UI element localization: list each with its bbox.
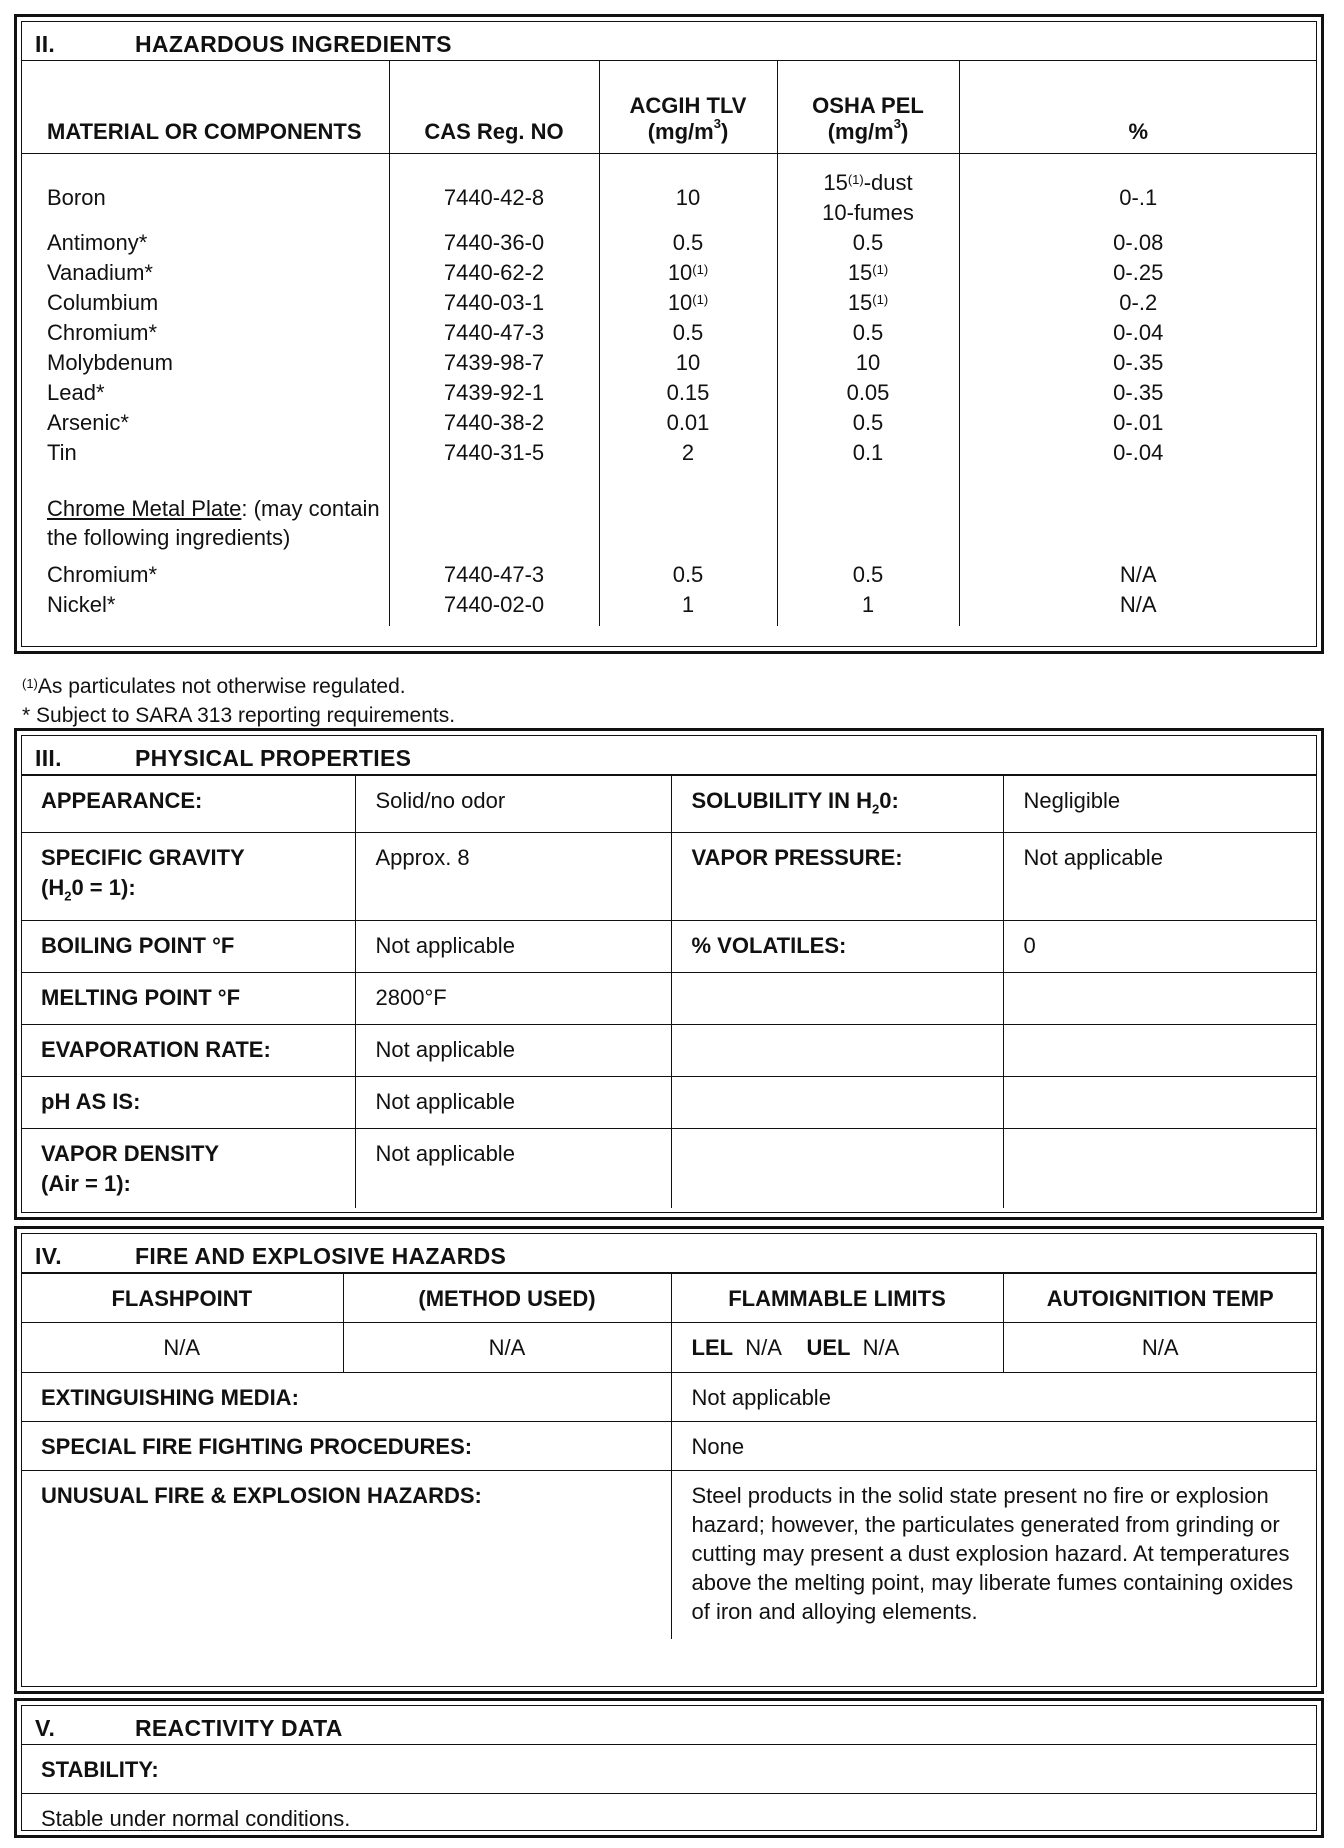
section-header [21,1233,1317,1273]
ph-value: Not applicable [355,1076,671,1128]
footnotes [22,672,455,730]
material-cell: Molybdenum [47,350,173,375]
pel-cell: 15$^{(1)}$ [777,258,959,288]
specific-gravity-label: SPECIFIC GRAVITY $(H_20 = 1)$: [21,833,355,920]
table-row [21,1024,1317,1076]
cas-cell: 7440-62-2 [389,258,599,288]
percent-cell: 0-.1 [959,154,1317,229]
stability-label: STABILITY: [21,1745,1317,1794]
special-procedures-value: None [671,1422,1317,1471]
col-header-method: (METHOD USED) [343,1274,671,1323]
pel-cell: 1 [777,590,959,626]
volatiles-label: % VOLATILES: [671,920,1003,972]
solubility-value: Negligible [1003,776,1317,833]
table-row [21,408,1317,438]
vapor-density-label: VAPOR DENSITY (Air = 1): [21,1128,355,1208]
boiling-point-value: Not applicable [355,920,671,972]
pel-cell: 15$^{(1)}$-dust 10-fumes [777,154,959,229]
material-cell: Antimony* [47,230,148,255]
physical-properties-section [14,728,1324,1220]
tlv-cell: 10$^{(1)}$ [599,258,777,288]
melting-point-label: MELTING POINT °F [21,972,355,1024]
section-header [21,21,1317,61]
table-row [21,154,1317,229]
footnote-2: * Subject to SARA 313 reporting requirements. [22,704,456,727]
fire-explosive-hazards-section [14,1226,1324,1694]
tlv-cell: 0.5 [599,560,777,590]
stability-value: Stable under normal conditions. [41,1806,351,1831]
table-row [21,1422,1317,1471]
table-row [21,590,1317,626]
chrome-plate-subheading: Chrome Metal Plate: (may contain the following ingredients) [47,496,380,550]
flashpoint-value: N/A [21,1323,343,1373]
tlv-cell: 10 [599,348,777,378]
method-value: N/A [343,1323,671,1373]
table-row [21,348,1317,378]
table-row [21,972,1317,1024]
section-number: V. [35,1715,56,1741]
pel-cell: 0.5 [777,408,959,438]
percent-cell: 0-.04 [959,318,1317,348]
table-row [21,776,1317,833]
appearance-value: Solid/no odor [355,776,671,833]
percent-cell: N/A [959,590,1317,626]
table-row [21,920,1317,972]
solubility-label: SOLUBILITY IN $H_20$: [671,776,1003,833]
material-cell: Boron [47,185,106,210]
material-cell: Tin [47,440,77,465]
percent-cell: 0-.35 [959,378,1317,408]
material-cell: Arsenic* [47,410,129,435]
tlv-cell: 0.5 [599,228,777,258]
table-row [21,228,1317,258]
section-header [21,1705,1317,1745]
tlv-cell: 10 [599,154,777,229]
col-header-cas: CAS Reg. NO [389,61,599,154]
evaporation-rate-label: EVAPORATION RATE: [21,1024,355,1076]
vapor-pressure-value: Not applicable [1003,833,1317,920]
cas-cell: 7440-03-1 [389,288,599,318]
col-header-material: MATERIAL OR COMPONENTS [21,61,389,154]
table-row [21,1076,1317,1128]
unusual-hazards-label: UNUSUAL FIRE & EXPLOSION HAZARDS: [21,1471,671,1639]
table-header-row [21,1274,1317,1323]
special-procedures-label: SPECIAL FIRE FIGHTING PROCEDURES: [21,1422,671,1471]
physical-properties-table [21,775,1317,1208]
appearance-label: APPEARANCE: [21,776,355,833]
col-header-flammable-limits: FLAMMABLE LIMITS [671,1274,1003,1323]
reactivity-data-section [14,1698,1324,1838]
table-row [21,378,1317,408]
col-header-flashpoint: FLASHPOINT [21,1274,343,1323]
section-title: FIRE AND EXPLOSIVE HAZARDS [135,1243,507,1269]
cas-cell: 7440-47-3 [389,560,599,590]
tlv-cell: 0.01 [599,408,777,438]
material-cell: Lead* [47,380,105,405]
table-row [21,438,1317,468]
col-header-osha: OSHA PEL $(mg/m^3)$ [777,61,959,154]
melting-point-value: 2800°F [355,972,671,1024]
vapor-density-value: Not applicable [355,1128,671,1208]
pel-cell: 0.1 [777,438,959,468]
material-cell: Columbium [47,290,159,315]
ph-label: pH AS IS: [21,1076,355,1128]
cas-cell: 7440-36-0 [389,228,599,258]
cas-cell: 7440-38-2 [389,408,599,438]
section-header [21,735,1317,775]
specific-gravity-value: Approx. 8 [355,833,671,920]
section-number: II. [35,31,56,57]
section-number: III. [35,745,62,771]
tlv-cell: 1 [599,590,777,626]
col-header-autoignition: AUTOIGNITION TEMP [1003,1274,1317,1323]
vapor-pressure-label: VAPOR PRESSURE: [671,833,1003,920]
boiling-point-label: BOILING POINT °F [21,920,355,972]
cas-cell: 7440-02-0 [389,590,599,626]
extinguishing-media-label: EXTINGUISHING MEDIA: [21,1373,671,1422]
material-cell: Chromium* [47,562,158,587]
section-title: PHYSICAL PROPERTIES [135,745,412,771]
cas-cell: 7439-98-7 [389,348,599,378]
table-row [21,833,1317,920]
cas-cell: 7440-47-3 [389,318,599,348]
section-number: IV. [35,1243,62,1269]
table-row [21,560,1317,590]
pel-cell: 0.5 [777,560,959,590]
table-row [21,288,1317,318]
table-row [21,1128,1317,1208]
tlv-cell: 2 [599,438,777,468]
table-row [21,1471,1317,1639]
cas-cell: 7440-42-8 [389,154,599,229]
percent-cell: N/A [959,560,1317,590]
percent-cell: 0-.35 [959,348,1317,378]
material-cell: Chromium* [47,320,158,345]
material-cell: Nickel* [47,592,116,617]
ingredients-table [21,61,1317,626]
percent-cell: 0-.25 [959,258,1317,288]
section-title: HAZARDOUS INGREDIENTS [135,31,452,57]
pel-cell: 10 [777,348,959,378]
fire-hazards-table [21,1273,1317,1639]
table-row [21,318,1317,348]
tlv-cell: 10$^{(1)}$ [599,288,777,318]
table-row [21,1323,1317,1373]
material-cell: Vanadium* [47,260,153,285]
cas-cell: 7439-92-1 [389,378,599,408]
percent-cell: 0-.08 [959,228,1317,258]
autoignition-value: N/A [1003,1323,1317,1373]
table-row [21,258,1317,288]
col-header-percent: % [959,61,1317,154]
pel-cell: 15$^{(1)}$ [777,288,959,318]
hazardous-ingredients-section [14,14,1324,654]
table-row [21,1373,1317,1422]
percent-cell: 0-.04 [959,438,1317,468]
percent-cell: 0-.01 [959,408,1317,438]
pel-cell: 0.5 [777,228,959,258]
unusual-hazards-value: Steel products in the solid state present no fire or explosion hazard; however, the particulates generated from grinding or cutting may present a dust explosion hazard. At temperatures above the melting point, may liberate fumes containing oxides of iron and alloying elements. [671,1471,1317,1639]
pel-cell: 0.05 [777,378,959,408]
pel-cell: 0.5 [777,318,959,348]
section-title: REACTIVITY DATA [135,1715,343,1741]
subheading-row [21,468,1317,560]
col-header-acgih: ACGIH TLV $(mg/m^3)$ [599,61,777,154]
flammable-limits-value: LEL N/A UEL N/A [671,1323,1003,1373]
footnote-1: $^{(1)}$As particulates not otherwise regulated. [22,675,406,698]
tlv-cell: 0.15 [599,378,777,408]
percent-cell: 0-.2 [959,288,1317,318]
extinguishing-media-value: Not applicable [671,1373,1317,1422]
evaporation-rate-value: Not applicable [355,1024,671,1076]
tlv-cell: 0.5 [599,318,777,348]
volatiles-value: 0 [1003,920,1317,972]
table-header-row [21,61,1317,154]
cas-cell: 7440-31-5 [389,438,599,468]
